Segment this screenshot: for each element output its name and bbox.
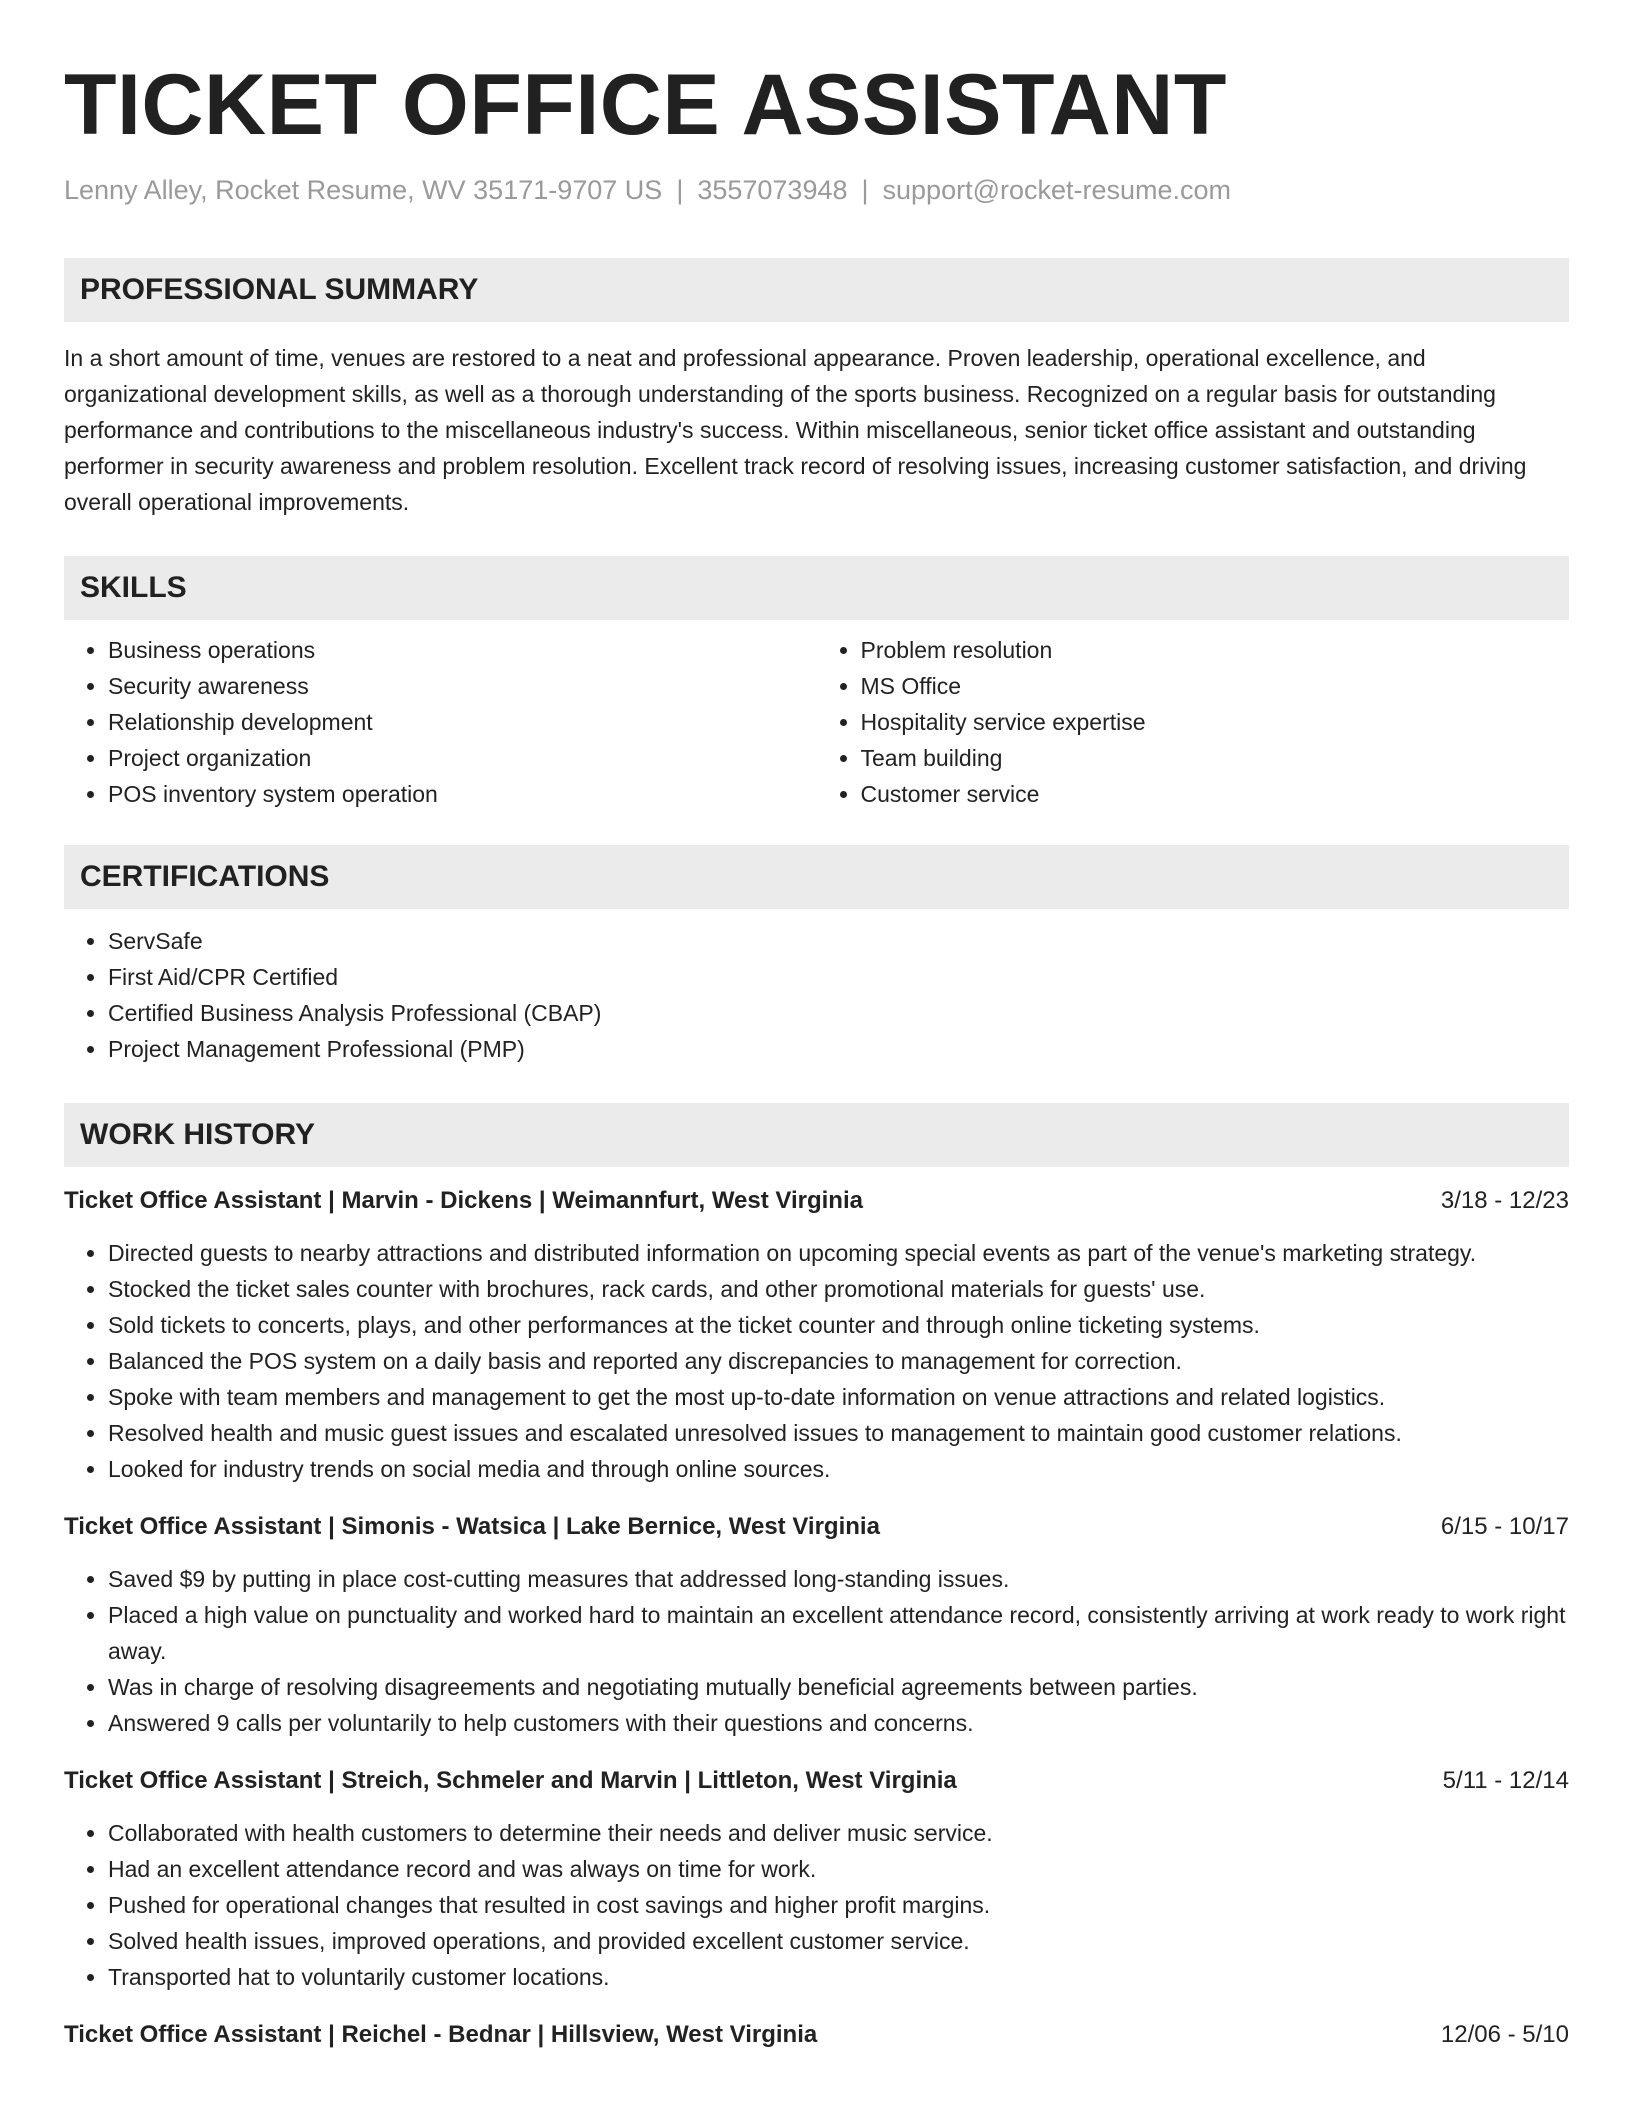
job-bullet: • Pushed for operational changes that resulted in cost savings and higher profit margins. bbox=[108, 1887, 1569, 1923]
skill-item: • Team building bbox=[861, 740, 1570, 776]
certifications-list bbox=[64, 923, 1569, 1067]
job-dates: 6/15 - 10/17 bbox=[1440, 1513, 1569, 1540]
contact-separator: | bbox=[861, 175, 869, 205]
job-header bbox=[64, 1183, 1569, 1219]
skills-columns bbox=[64, 632, 1569, 812]
skill-item: • Business operations bbox=[108, 632, 817, 668]
job-dates: 12/06 - 5/10 bbox=[1440, 2021, 1569, 2048]
summary-heading: PROFESSIONAL SUMMARY bbox=[64, 258, 1569, 322]
contact-phone: 3557073948 bbox=[697, 175, 848, 205]
skill-item: • MS Office bbox=[861, 668, 1570, 704]
contact-address: Lenny Alley, Rocket Resume, WV 35171-9707 US bbox=[64, 175, 663, 205]
job-bullet: • Collaborated with health customers to determine their needs and deliver music service. bbox=[108, 1815, 1569, 1851]
job-bullet: • Solved health issues, improved operations, and provided excellent customer service. bbox=[108, 1923, 1569, 1959]
job-title: Ticket Office Assistant | Streich, Schmeler and Marvin | Littleton, West Virginia bbox=[64, 1767, 957, 1794]
certification-item: • ServSafe bbox=[108, 923, 1569, 959]
job-header bbox=[64, 1763, 1569, 1799]
job-entry bbox=[64, 2017, 1569, 2053]
contact-email: support@rocket-resume.com bbox=[882, 175, 1232, 205]
job-bullet: • Answered 9 calls per voluntarily to help customers with their questions and concerns. bbox=[108, 1705, 1569, 1741]
skill-item: • Relationship development bbox=[108, 704, 817, 740]
certification-item: • Project Management Professional (PMP) bbox=[108, 1031, 1569, 1067]
job-bullets bbox=[64, 1561, 1569, 1741]
job-bullet: • Saved $9 by putting in place cost-cutting measures that addressed long-standing issues. bbox=[108, 1561, 1569, 1597]
certifications-heading: CERTIFICATIONS bbox=[64, 845, 1569, 909]
resume-title: TICKET OFFICE ASSISTANT bbox=[64, 57, 1227, 153]
job-header bbox=[64, 2017, 1569, 2053]
work-history-heading: WORK HISTORY bbox=[64, 1103, 1569, 1167]
job-bullet: • Was in charge of resolving disagreements and negotiating mutually beneficial agreements between parties. bbox=[108, 1669, 1569, 1705]
job-bullets bbox=[64, 1235, 1569, 1487]
job-entry bbox=[64, 1183, 1569, 1487]
skill-item: • Hospitality service expertise bbox=[861, 704, 1570, 740]
job-bullet: • Resolved health and music guest issues and escalated unresolved issues to management to maintain good customer relations. bbox=[108, 1415, 1569, 1451]
job-entry bbox=[64, 1509, 1569, 1741]
skill-item: • Project organization bbox=[108, 740, 817, 776]
resume-page bbox=[64, 0, 1569, 2053]
job-title: Ticket Office Assistant | Marvin - Dickens | Weimannfurt, West Virginia bbox=[64, 1187, 863, 1214]
job-bullet: • Had an excellent attendance record and was always on time for work. bbox=[108, 1851, 1569, 1887]
skill-item: • Customer service bbox=[861, 776, 1570, 812]
job-dates: 3/18 - 12/23 bbox=[1440, 1187, 1569, 1214]
job-dates: 5/11 - 12/14 bbox=[1442, 1767, 1569, 1794]
skills-heading: SKILLS bbox=[64, 556, 1569, 620]
certification-item: • Certified Business Analysis Professional (CBAP) bbox=[108, 995, 1569, 1031]
job-bullet: • Sold tickets to concerts, plays, and other performances at the ticket counter and through online ticketing systems. bbox=[108, 1307, 1569, 1343]
skills-list-left bbox=[64, 632, 817, 812]
job-title: Ticket Office Assistant | Reichel - Bednar | Hillsview, West Virginia bbox=[64, 2021, 818, 2048]
skill-item: • Problem resolution bbox=[861, 632, 1570, 668]
job-bullet: • Transported hat to voluntarily customer locations. bbox=[108, 1959, 1569, 1995]
job-bullet: • Spoke with team members and management to get the most up-to-date information on venue attractions and related logistics. bbox=[108, 1379, 1569, 1415]
contact-separator: | bbox=[676, 175, 684, 205]
job-bullet: • Balanced the POS system on a daily basis and reported any discrepancies to management for correction. bbox=[108, 1343, 1569, 1379]
job-bullet: • Stocked the ticket sales counter with brochures, rack cards, and other promotional materials for guests' use. bbox=[108, 1271, 1569, 1307]
skill-item: • POS inventory system operation bbox=[108, 776, 817, 812]
job-bullets bbox=[64, 1815, 1569, 1995]
job-bullet: • Placed a high value on punctuality and worked hard to maintain an excellent attendance record, consistently arriving at work ready to work right away. bbox=[108, 1597, 1569, 1669]
summary-text: In a short amount of time, venues are restored to a neat and professional appearance. Proven leadership, operational excellence, and organizational development skills, as well as a thorough understanding of the sports business. Recognized on a regular basis for outstanding performance and contributions to the miscellaneous industry's success. Within miscellaneous, senior ticket office assistant and outstanding performer in security awareness and problem resolution. Excellent track record of resolving issues, increasing customer satisfaction, and driving overall operational improvements. bbox=[64, 345, 1527, 515]
contact-line bbox=[64, 172, 1569, 208]
skill-item: • Security awareness bbox=[108, 668, 817, 704]
job-entry bbox=[64, 1763, 1569, 1995]
job-header bbox=[64, 1509, 1569, 1545]
skills-list-right bbox=[817, 632, 1570, 812]
job-bullet: • Directed guests to nearby attractions and distributed information on upcoming special events as part of the venue's marketing strategy. bbox=[108, 1235, 1569, 1271]
job-bullet: • Looked for industry trends on social media and through online sources. bbox=[108, 1451, 1569, 1487]
job-title: Ticket Office Assistant | Simonis - Watsica | Lake Bernice, West Virginia bbox=[64, 1513, 880, 1540]
certification-item: • First Aid/CPR Certified bbox=[108, 959, 1569, 995]
